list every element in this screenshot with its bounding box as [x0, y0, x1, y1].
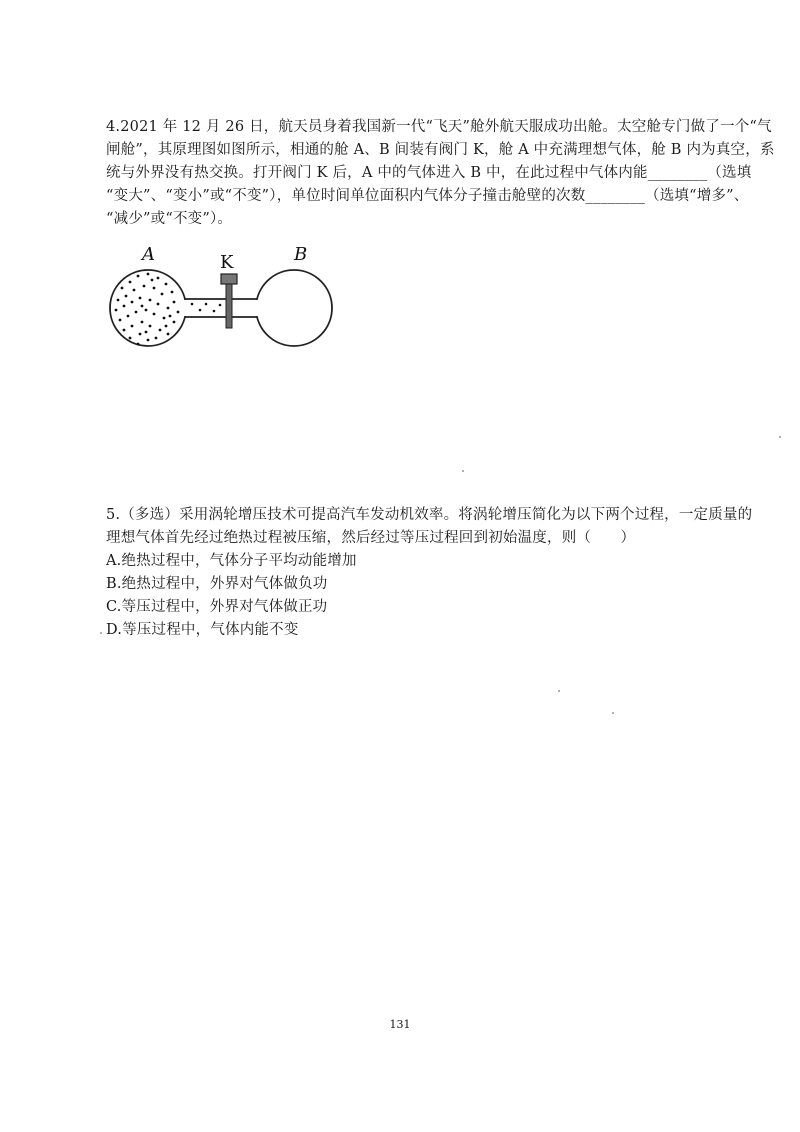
chamber-a	[110, 270, 186, 346]
option-d: D.等压过程中，气体内能不变	[106, 622, 299, 638]
label-k: K	[220, 252, 234, 273]
scan-speck	[779, 436, 781, 438]
label-a: A	[142, 244, 155, 265]
scan-speck	[462, 470, 464, 472]
valve-k-stem	[226, 284, 232, 328]
question-4-line: 闸舱”，其原理图如图所示，相通的舱 A、B 间装有阀门 K，舱 A 中充满理想气体，舱 B 内为真空，系	[106, 142, 775, 158]
tube-particles	[191, 303, 222, 313]
question-4-line: “减少”或“不变”）。	[106, 211, 233, 227]
question-5-stem-line: 5.（多选）采用涡轮增压技术可提高汽车发动机效率。将涡轮增压简化为以下两个过程，一定质量的	[106, 507, 753, 523]
question-4-line: 4.2021 年 12 月 26 日，航天员身着我国新一代“飞天”舱外航天服成功出舱。太空舱专门做了一个“气	[106, 119, 772, 135]
scan-speck	[100, 632, 102, 634]
page-number: 131	[389, 1018, 411, 1031]
option-a: A.绝热过程中，气体分子平均动能增加	[106, 553, 357, 569]
valve-k-head	[221, 274, 237, 284]
question-4-line: “变大”、“变小”或“不变”），单位时间单位面积内气体分子撞击舱壁的次数________（选填“增多”、	[106, 188, 749, 204]
option-c: C.等压过程中，外界对气体做正功	[106, 599, 328, 615]
label-b: B	[294, 244, 308, 265]
question-4	[106, 116, 775, 231]
scan-speck	[558, 690, 560, 692]
option-b: B.绝热过程中，外界对气体做负功	[106, 576, 328, 592]
scan-speck	[612, 712, 614, 714]
chamber-b	[256, 270, 332, 346]
question-5-stem-line: 理想气体首先经过绝热过程被压缩，然后经过等压过程回到初始温度，则（ ）	[106, 530, 636, 546]
question-4-line: 统与外界没有热交换。打开阀门 K 后，A 中的气体进入 B 中，在此过程中气体内能________（选填	[106, 165, 752, 181]
question-5	[106, 504, 753, 642]
connecting-tube	[182, 299, 260, 317]
airlock-diagram	[108, 244, 358, 356]
